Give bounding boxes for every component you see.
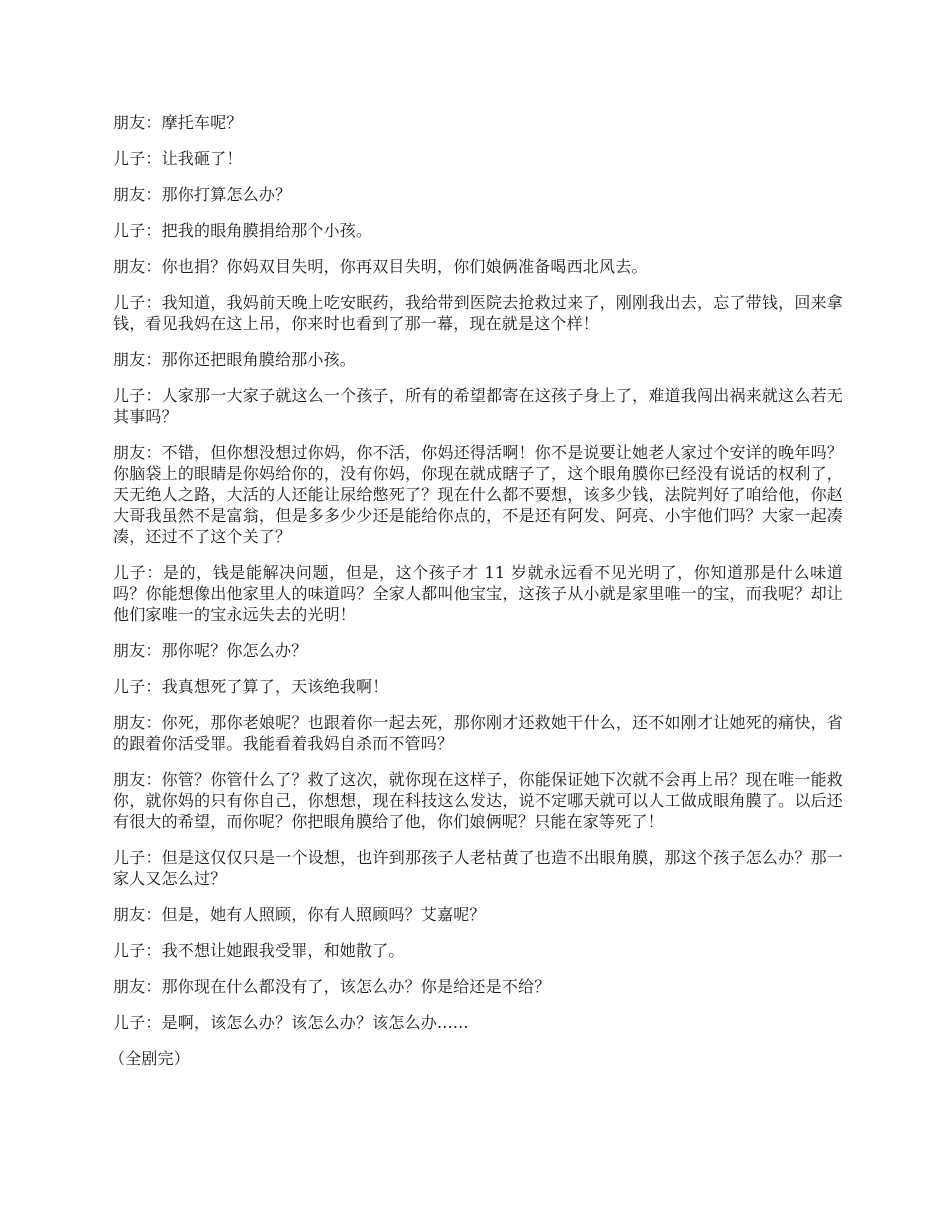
dialogue-line: 朋友：那你还把眼角膜给那小孩。	[113, 350, 357, 369]
dialogue-line: 儿子：人家那一大家子就这么一个孩子，所有的希望都寄在这孩子身上了，难道我闯出祸来就这么若无其事吗？	[113, 386, 843, 426]
dialogue-line: 儿子：我真想死了算了，天该绝我啊！	[113, 677, 389, 696]
dialogue-line: 朋友：那你打算怎么办？	[113, 185, 292, 204]
dialogue-line: 儿子：我知道，我妈前天晚上吃安眠药，我给带到医院去抢救过来了，刚刚我出去，忘了带钱，回来拿钱，看见我妈在这上吊，你来时也看到了那一幕，现在就是这个样！	[113, 293, 843, 333]
dialogue-line: 朋友：但是，她有人照顾，你有人照顾吗？艾嘉呢？	[113, 905, 486, 924]
dialogue-line: 儿子：让我砸了！	[113, 149, 243, 168]
dialogue-line: 朋友：不错，但你想没想过你妈，你不活，你妈还得活啊！你不是说要让她老人家过个安详的晚年吗？你脑袋上的眼睛是你妈给你的，没有你妈，你现在就成瞎子了，这个眼角膜你已经没有说话的权利了，天无绝人之路，大活的人还能让尿给憋死了？现在什么都不要想，该多少钱，法院判好了咱给他，你赵大哥我虽然不是富翁，但是多多少少还是能给你点的，不是还有阿发、阿亮、小宇他们吗？大家一起凑凑，还过不了这个关了？	[113, 443, 843, 546]
script-text	[109, 112, 843, 1084]
dialogue-line: 朋友：摩托车呢？	[113, 113, 243, 132]
dialogue-line: 儿子：是啊，该怎么办？该怎么办？该怎么办......	[113, 1013, 469, 1032]
dialogue-line: 儿子：但是这仅仅只是一个设想，也许到那孩子人老枯黄了也造不出眼角膜，那这个孩子怎么办？那一家人又怎么过？	[113, 848, 843, 888]
dialogue-line: 儿子：把我的眼角膜捐给那个小孩。	[113, 221, 373, 240]
ending-note: （全剧完）	[109, 1049, 191, 1068]
dialogue-line: 朋友：你管？你管什么了？救了这次，就你现在这样子，你能保证她下次就不会再上吊？现在唯一能救你，就你妈的只有你自己，你想想，现在科技这么发达，说不定哪天就可以人工做成眼角膜了。以后还有很大的希望，而你呢？你把眼角膜给了他，你们娘俩呢？只能在家等死了！	[113, 770, 843, 831]
dialogue-line: 儿子：是的，钱是能解决问题，但是，这个孩子才 11 岁就永远看不见光明了，你知道那是什么味道吗？你能想像出他家里人的味道吗？全家人都叫他宝宝，这孩子从小就是家里唯一的宝，而我呢？却让他们家唯一的宝永远失去的光明！	[113, 563, 843, 624]
dialogue-line: 朋友：你死，那你老娘呢？也跟着你一起去死，那你刚才还救她干什么，还不如刚才让她死的痛快，省的跟着你活受罪。我能看着我妈自杀而不管吗？	[113, 713, 843, 753]
dialogue-line: 朋友：那你现在什么都没有了，该怎么办？你是给还是不给？	[113, 977, 551, 996]
dialogue-line: 朋友：那你呢？你怎么办？	[113, 641, 308, 660]
dialogue-line: 儿子：我不想让她跟我受罪，和她散了。	[113, 941, 405, 960]
dialogue-line: 朋友：你也捐？你妈双目失明，你再双目失明，你们娘俩准备喝西北风去。	[113, 257, 648, 276]
